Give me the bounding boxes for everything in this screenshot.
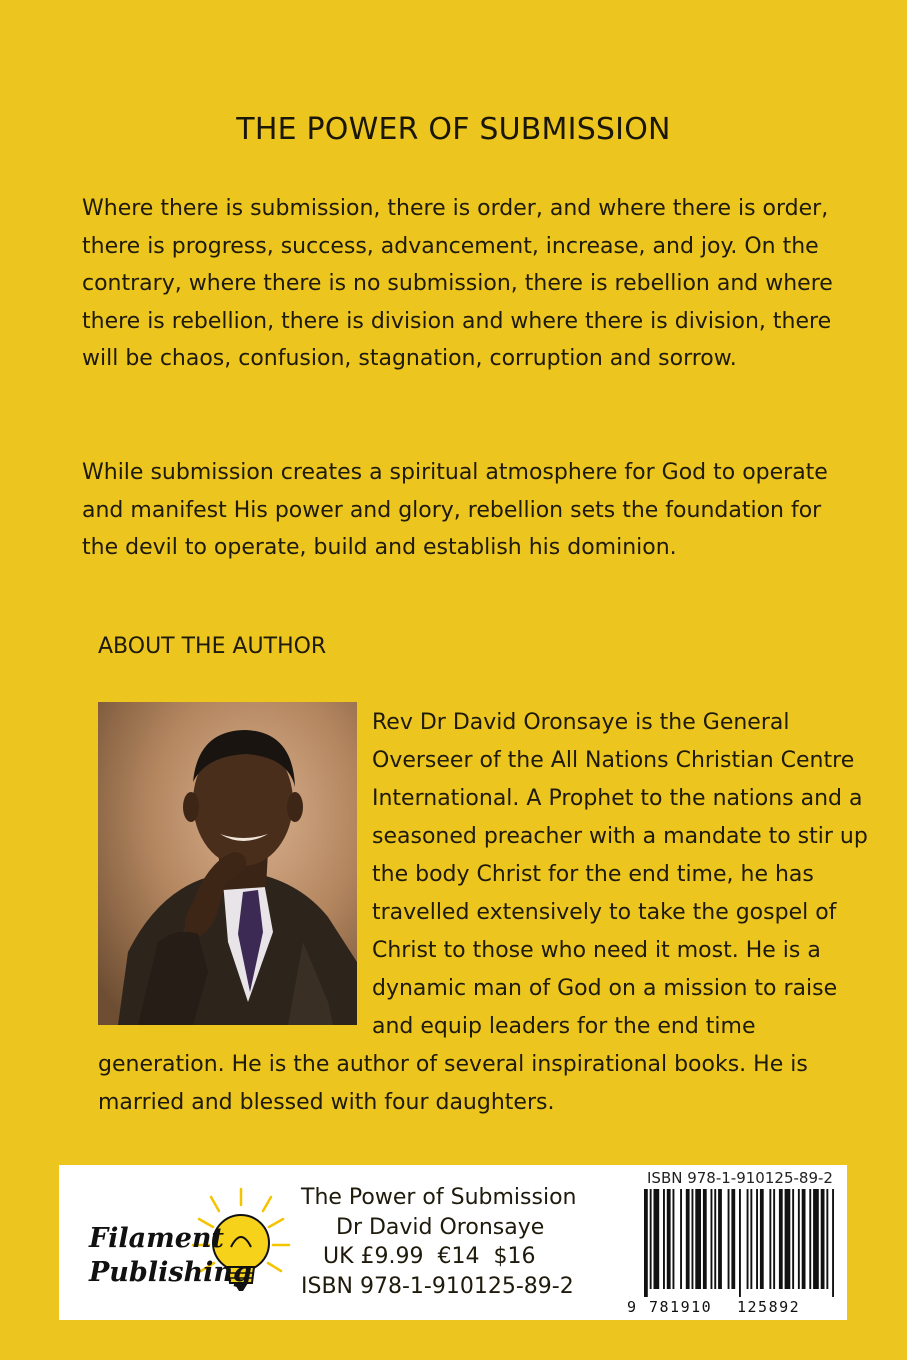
- barcode-bar: [728, 1189, 730, 1289]
- barcode-bar: [686, 1189, 690, 1289]
- barcode-bar: [802, 1189, 806, 1289]
- barcode-bar: [667, 1189, 671, 1289]
- barcode-bar: [813, 1189, 819, 1289]
- logo-text-filament: Filament: [89, 1223, 225, 1254]
- barcode-bar: [756, 1189, 758, 1289]
- barcode-bar: [718, 1189, 722, 1289]
- info-price: UK £9.99 €14 $16: [323, 1244, 536, 1269]
- barcode-bar: [832, 1189, 834, 1297]
- barcode-bar: [809, 1189, 811, 1289]
- barcode-digit-first: 9: [627, 1298, 637, 1316]
- barcode-bar: [747, 1189, 749, 1289]
- back-cover-info-panel: [59, 1165, 847, 1320]
- barcode-bar: [773, 1189, 775, 1289]
- barcode-digits-right: 125892: [737, 1298, 801, 1316]
- barcode-bar: [673, 1189, 675, 1289]
- info-isbn: ISBN 978-1-910125-89-2: [301, 1273, 574, 1299]
- barcode-bar: [644, 1189, 648, 1297]
- isbn-barcode: [642, 1189, 837, 1297]
- book-info: [300, 1183, 576, 1301]
- barcode-bar: [731, 1189, 735, 1289]
- barcode-bar: [703, 1189, 707, 1289]
- blurb-paragraph-2: While submission creates a spiritual atmosphere for God to operate and manifest His power and glory, rebellion sets the foundation for the devil to operate, build and establish his dominion.: [82, 460, 828, 561]
- info-author: Dr David Oronsaye: [336, 1214, 545, 1240]
- book-title: THE POWER OF SUBMISSION: [236, 112, 671, 147]
- barcode-bar: [798, 1189, 800, 1289]
- blurb-paragraph-1: Where there is submission, there is order, and where there is order, there is progress, success, advancement, increase, and joy. On the contrary, where there is no submission, there is rebellion and where there is rebellion, there is division and where there is division, there will be chaos, confusion, stagnation, corruption and sorrow.: [82, 196, 833, 372]
- barcode-bar: [714, 1189, 716, 1289]
- barcode-bar: [779, 1189, 783, 1289]
- barcode-bar: [650, 1189, 652, 1289]
- barcode-bar: [769, 1189, 771, 1289]
- logo-text-publishing: Publishing: [89, 1257, 252, 1288]
- barcode-bar: [692, 1189, 694, 1289]
- barcode-bar: [654, 1189, 660, 1289]
- publisher-logo: [81, 1187, 291, 1307]
- barcode-bar: [760, 1189, 764, 1289]
- barcode-isbn-label: ISBN 978-1-910125-89-2: [647, 1169, 833, 1187]
- info-title: The Power of Submission: [301, 1185, 577, 1210]
- barcode-bar: [750, 1189, 752, 1289]
- barcode-bar: [711, 1189, 713, 1289]
- author-bio: Rev Dr David Oronsaye is the General Overseer of the All Nations Christian Centre International. A Prophet to the nations and a seasoned preacher with a mandate to stir up the body Christ for the end time, he has travelled extensively to take the gospel of Christ to those who need it most. He is a dynamic man of God on a mission to raise and equip leaders for the end time generation. He is the author of several inspirational books. He is married and blessed with four daughters.: [98, 710, 868, 1115]
- barcode-bar: [785, 1189, 791, 1289]
- barcode-bar: [739, 1189, 741, 1297]
- barcode-digits-left: 781910: [649, 1298, 713, 1316]
- barcode-bar: [663, 1189, 665, 1289]
- about-author-heading: ABOUT THE AUTHOR: [98, 634, 327, 659]
- barcode-bar: [792, 1189, 794, 1289]
- barcode-bar: [821, 1189, 825, 1289]
- barcode-bar: [695, 1189, 701, 1289]
- barcode-bar: [826, 1189, 828, 1289]
- barcode-bar: [680, 1189, 682, 1289]
